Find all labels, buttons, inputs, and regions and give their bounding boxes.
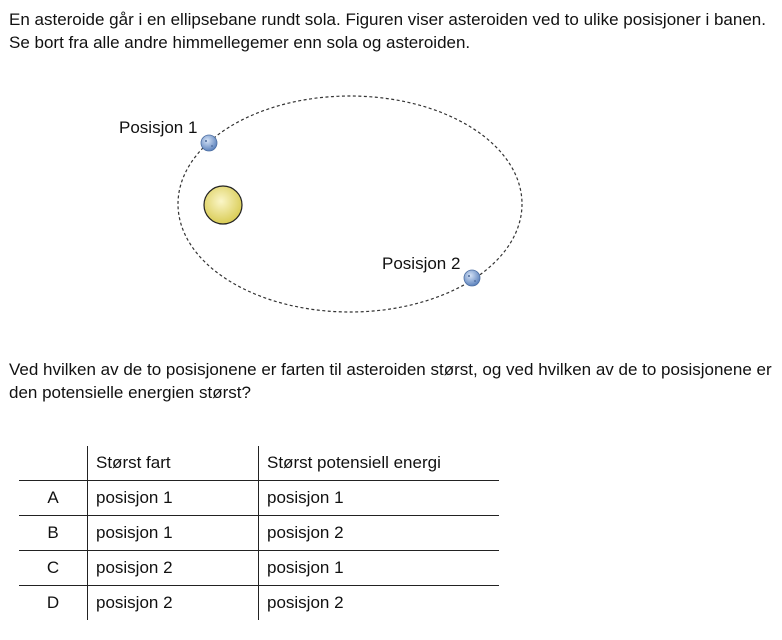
cell-energi: posisjon 2 <box>259 586 500 621</box>
cell-energi: posisjon 1 <box>259 551 500 586</box>
intro-text: En asteroide går i en ellipsebane rundt sola. Figuren viser asteroiden ved to ulike posisjoner i banen. Se bort fra alle andre himmellegemer enn sola og asteroiden. <box>9 10 766 52</box>
option-letter: B <box>19 516 88 551</box>
option-letter: A <box>47 488 59 507</box>
table-row <box>19 481 499 516</box>
label-position-2: Posisjon 2 <box>382 254 461 273</box>
label-position-1: Posisjon 1 <box>119 118 198 137</box>
sun-icon <box>204 186 242 224</box>
table-row <box>19 551 499 586</box>
table-header-option <box>19 446 88 481</box>
asteroid-position-2-icon <box>464 270 480 286</box>
cell-fart: posisjon 1 <box>88 516 259 551</box>
cell-energi: posisjon 2 <box>259 516 500 551</box>
table-header-fart: Størst fart <box>88 446 259 481</box>
orbit-diagram <box>0 80 782 340</box>
option-letter: D <box>19 586 88 621</box>
table-row <box>19 516 499 551</box>
table-header-energi: Størst potensiell energi <box>259 446 500 481</box>
table-header-row <box>19 446 499 481</box>
cell-fart: posisjon 2 <box>88 551 259 586</box>
table-row <box>19 586 499 621</box>
cell-fart: posisjon 1 <box>88 481 259 516</box>
question-text: Ved hvilken av de to posisjonene er farten til asteroiden størst, og ved hvilken av de to posisjonene er den potensielle energien størst? <box>9 360 772 402</box>
asteroid-position-1-icon <box>201 135 217 151</box>
option-letter: C <box>19 551 88 586</box>
answer-table <box>19 446 499 620</box>
cell-energi: posisjon 1 <box>259 481 500 516</box>
cell-fart: posisjon 2 <box>88 586 259 621</box>
